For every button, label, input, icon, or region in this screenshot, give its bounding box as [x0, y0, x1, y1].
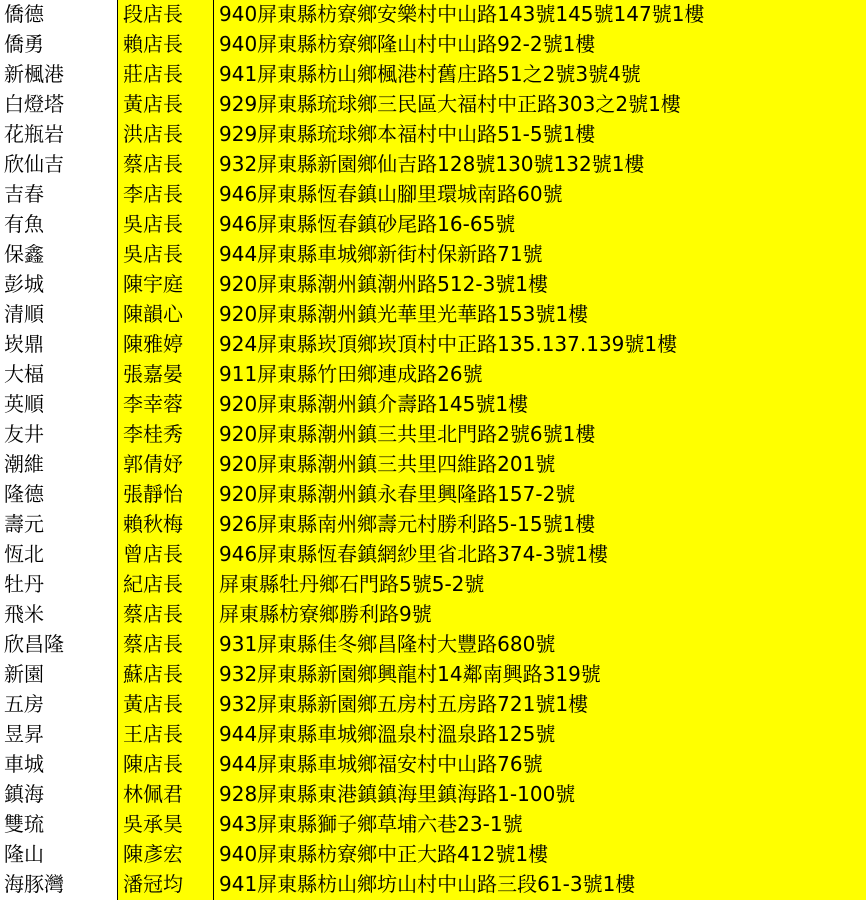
store-name-cell[interactable]: 昱昇	[0, 720, 118, 750]
table-row[interactable]	[0, 210, 866, 240]
manager-cell[interactable]: 陳雅婷	[118, 330, 214, 360]
address-cell[interactable]: 920屏東縣潮州鎮三共里四維路201號	[214, 450, 866, 480]
table-row[interactable]	[0, 750, 866, 780]
table-row[interactable]	[0, 180, 866, 210]
table-row[interactable]	[0, 360, 866, 390]
manager-cell[interactable]: 莊店長	[118, 60, 214, 90]
address-cell[interactable]: 920屏東縣潮州鎮三共里北門路2號6號1樓	[214, 420, 866, 450]
store-name-cell[interactable]: 新楓港	[0, 60, 118, 90]
manager-cell[interactable]: 黃店長	[118, 90, 214, 120]
table-row[interactable]	[0, 870, 866, 900]
manager-cell[interactable]: 李店長	[118, 180, 214, 210]
address-cell[interactable]: 946屏東縣恆春鎮網紗里省北路374-3號1樓	[214, 540, 866, 570]
manager-cell[interactable]: 王店長	[118, 720, 214, 750]
store-name-cell[interactable]: 牡丹	[0, 570, 118, 600]
store-name-cell[interactable]: 隆德	[0, 480, 118, 510]
address-cell[interactable]: 920屏東縣潮州鎮永春里興隆路157-2號	[214, 480, 866, 510]
address-cell[interactable]: 920屏東縣潮州鎮介壽路145號1樓	[214, 390, 866, 420]
address-cell[interactable]: 943屏東縣獅子鄉草埔六巷23-1號	[214, 810, 866, 840]
table-row[interactable]	[0, 570, 866, 600]
store-name-cell[interactable]: 白燈塔	[0, 90, 118, 120]
address-cell[interactable]: 940屏東縣枋寮鄉中正大路412號1樓	[214, 840, 866, 870]
store-name-cell[interactable]: 崁鼎	[0, 330, 118, 360]
manager-cell[interactable]: 吳承昊	[118, 810, 214, 840]
store-name-cell[interactable]: 吉春	[0, 180, 118, 210]
address-cell[interactable]: 944屏東縣車城鄉福安村中山路76號	[214, 750, 866, 780]
address-cell[interactable]: 920屏東縣潮州鎮光華里光華路153號1樓	[214, 300, 866, 330]
address-cell[interactable]: 932屏東縣新園鄉仙吉路128號130號132號1樓	[214, 150, 866, 180]
manager-cell[interactable]: 紀店長	[118, 570, 214, 600]
address-cell[interactable]: 941屏東縣枋山鄉坊山村中山路三段61-3號1樓	[214, 870, 866, 900]
manager-cell[interactable]: 陳韻心	[118, 300, 214, 330]
manager-cell[interactable]: 林佩君	[118, 780, 214, 810]
store-name-cell[interactable]: 恆北	[0, 540, 118, 570]
store-name-cell[interactable]: 雙琉	[0, 810, 118, 840]
table-row[interactable]	[0, 810, 866, 840]
manager-cell[interactable]: 陳店長	[118, 750, 214, 780]
manager-cell[interactable]: 賴秋梅	[118, 510, 214, 540]
address-cell[interactable]: 928屏東縣東港鎮鎮海里鎮海路1-100號	[214, 780, 866, 810]
manager-cell[interactable]: 蔡店長	[118, 150, 214, 180]
address-cell[interactable]: 屏東縣牡丹鄉石門路5號5-2號	[214, 570, 866, 600]
table-row[interactable]	[0, 150, 866, 180]
manager-cell[interactable]: 蔡店長	[118, 630, 214, 660]
table-row[interactable]	[0, 720, 866, 750]
manager-cell[interactable]: 黃店長	[118, 690, 214, 720]
store-name-cell[interactable]: 英順	[0, 390, 118, 420]
address-cell[interactable]: 940屏東縣枋寮鄉隆山村中山路92-2號1樓	[214, 30, 866, 60]
address-cell[interactable]: 944屏東縣車城鄉溫泉村溫泉路125號	[214, 720, 866, 750]
address-cell[interactable]: 911屏東縣竹田鄉連成路26號	[214, 360, 866, 390]
address-cell[interactable]: 941屏東縣枋山鄉楓港村舊庄路51之2號3號4號	[214, 60, 866, 90]
address-cell[interactable]: 946屏東縣恆春鎮砂尾路16-65號	[214, 210, 866, 240]
address-cell[interactable]: 932屏東縣新園鄉興龍村14鄰南興路319號	[214, 660, 866, 690]
table-row[interactable]	[0, 480, 866, 510]
table-row[interactable]	[0, 600, 866, 630]
store-name-cell[interactable]: 保鑫	[0, 240, 118, 270]
manager-cell[interactable]: 潘冠均	[118, 870, 214, 900]
address-cell[interactable]: 946屏東縣恆春鎮山腳里環城南路60號	[214, 180, 866, 210]
store-name-cell[interactable]: 大楅	[0, 360, 118, 390]
manager-cell[interactable]: 郭倩妤	[118, 450, 214, 480]
address-cell[interactable]: 940屏東縣枋寮鄉安樂村中山路143號145號147號1樓	[214, 0, 866, 30]
manager-cell[interactable]: 吳店長	[118, 210, 214, 240]
manager-cell[interactable]: 李桂秀	[118, 420, 214, 450]
address-cell[interactable]: 929屏東縣琉球鄉三民區大福村中正路303之2號1樓	[214, 90, 866, 120]
table-row[interactable]	[0, 0, 866, 30]
store-name-cell[interactable]: 友井	[0, 420, 118, 450]
store-name-cell[interactable]: 五房	[0, 690, 118, 720]
store-name-cell[interactable]: 花瓶岩	[0, 120, 118, 150]
store-name-cell[interactable]: 鎮海	[0, 780, 118, 810]
store-name-cell[interactable]: 彭城	[0, 270, 118, 300]
address-cell[interactable]: 929屏東縣琉球鄉本福村中山路51-5號1樓	[214, 120, 866, 150]
table-row[interactable]	[0, 300, 866, 330]
table-row[interactable]	[0, 450, 866, 480]
store-name-cell[interactable]: 隆山	[0, 840, 118, 870]
manager-cell[interactable]: 曾店長	[118, 540, 214, 570]
manager-cell[interactable]: 張靜怡	[118, 480, 214, 510]
manager-cell[interactable]: 賴店長	[118, 30, 214, 60]
table-row[interactable]	[0, 840, 866, 870]
store-name-cell[interactable]: 欣昌隆	[0, 630, 118, 660]
manager-cell[interactable]: 陳彥宏	[118, 840, 214, 870]
store-name-cell[interactable]: 海豚灣	[0, 870, 118, 900]
table-row[interactable]	[0, 420, 866, 450]
address-cell[interactable]: 944屏東縣車城鄉新街村保新路71號	[214, 240, 866, 270]
table-row[interactable]	[0, 540, 866, 570]
address-cell[interactable]: 920屏東縣潮州鎮潮州路512-3號1樓	[214, 270, 866, 300]
store-name-cell[interactable]: 有魚	[0, 210, 118, 240]
store-name-cell[interactable]: 壽元	[0, 510, 118, 540]
store-name-cell[interactable]: 新園	[0, 660, 118, 690]
table-row[interactable]	[0, 780, 866, 810]
address-cell[interactable]: 931屏東縣佳冬鄉昌隆村大豐路680號	[214, 630, 866, 660]
table-row[interactable]	[0, 330, 866, 360]
manager-cell[interactable]: 張嘉晏	[118, 360, 214, 390]
table-row[interactable]	[0, 390, 866, 420]
table-row[interactable]	[0, 270, 866, 300]
table-row[interactable]	[0, 660, 866, 690]
table-row[interactable]	[0, 690, 866, 720]
table-row[interactable]	[0, 510, 866, 540]
manager-cell[interactable]: 吳店長	[118, 240, 214, 270]
manager-cell[interactable]: 蘇店長	[118, 660, 214, 690]
table-row[interactable]	[0, 630, 866, 660]
manager-cell[interactable]: 洪店長	[118, 120, 214, 150]
address-cell[interactable]: 926屏東縣南州鄉壽元村勝利路5-15號1樓	[214, 510, 866, 540]
table-row[interactable]	[0, 120, 866, 150]
store-name-cell[interactable]: 僑勇	[0, 30, 118, 60]
manager-cell[interactable]: 蔡店長	[118, 600, 214, 630]
manager-cell[interactable]: 段店長	[118, 0, 214, 30]
store-name-cell[interactable]: 飛米	[0, 600, 118, 630]
table-row[interactable]	[0, 90, 866, 120]
table-row[interactable]	[0, 30, 866, 60]
manager-cell[interactable]: 李幸蓉	[118, 390, 214, 420]
store-name-cell[interactable]: 欣仙吉	[0, 150, 118, 180]
table-row[interactable]	[0, 60, 866, 90]
address-cell[interactable]: 屏東縣枋寮鄉勝利路9號	[214, 600, 866, 630]
address-cell[interactable]: 924屏東縣崁頂鄉崁頂村中正路135.137.139號1樓	[214, 330, 866, 360]
store-name-cell[interactable]: 車城	[0, 750, 118, 780]
store-name-cell[interactable]: 清順	[0, 300, 118, 330]
table-row[interactable]	[0, 240, 866, 270]
store-name-cell[interactable]: 潮維	[0, 450, 118, 480]
address-cell[interactable]: 932屏東縣新園鄉五房村五房路721號1樓	[214, 690, 866, 720]
manager-cell[interactable]: 陳宇庭	[118, 270, 214, 300]
store-name-cell[interactable]: 僑德	[0, 0, 118, 30]
